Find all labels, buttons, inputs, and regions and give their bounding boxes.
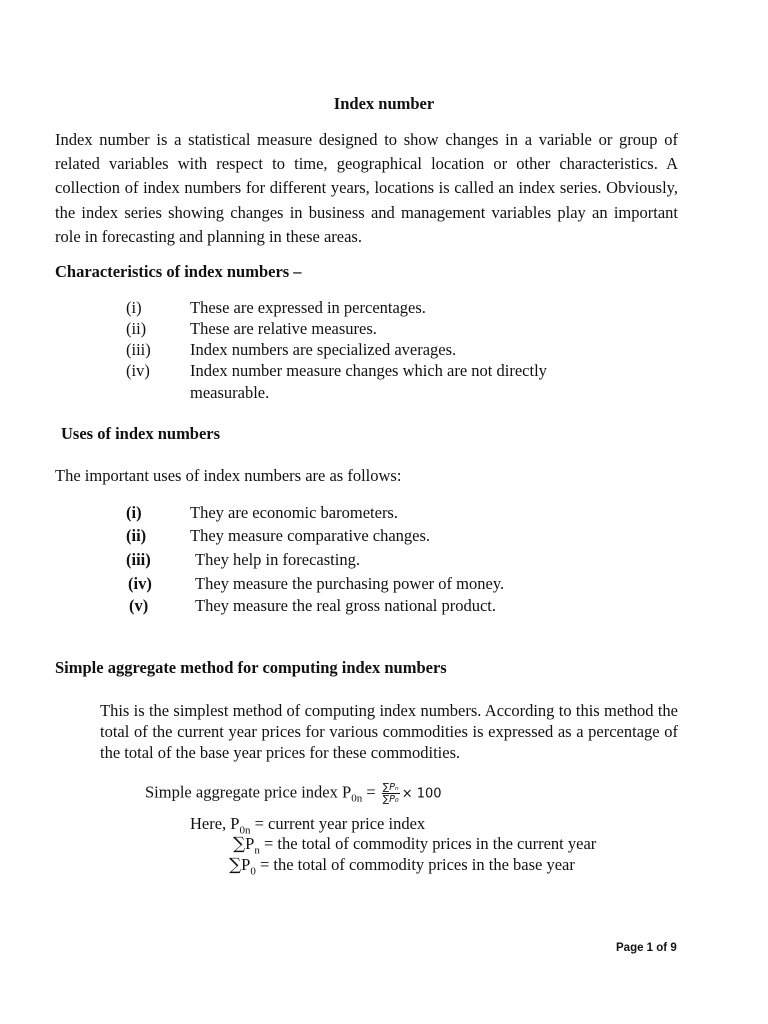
definition-sum-p0 <box>229 855 575 877</box>
list-item-text: These are relative measures. <box>190 319 377 338</box>
definition-subscript: 0n <box>239 824 251 837</box>
list-item-number: (iv) <box>128 574 152 593</box>
uses-list <box>126 503 686 618</box>
page-title: Index number <box>333 94 435 113</box>
simple-aggregate-heading: Simple aggregate method for computing index numbers <box>55 658 447 677</box>
definition-text: = the total of commodity prices in the base year <box>255 855 575 874</box>
sigma-symbol: ∑ <box>229 855 242 875</box>
formula-label-subscript: 0n <box>351 792 363 805</box>
definition-text: = current year price index <box>250 814 426 833</box>
simple-aggregate-formula <box>145 782 442 805</box>
uses-intro: The important uses of index numbers are as follows: <box>55 466 402 485</box>
characteristics-heading: Characteristics of index numbers – <box>55 262 302 281</box>
uses-heading: Uses of index numbers <box>61 424 221 443</box>
list-item-number: (ii) <box>126 526 147 545</box>
characteristics-list <box>126 298 686 408</box>
definition-subscript: n <box>254 844 260 857</box>
formula-label: Simple aggregate price index P <box>145 782 352 802</box>
list-item-text: They measure the purchasing power of money. <box>195 574 505 593</box>
list-item-text: Index number measure changes which are not directly <box>190 361 547 380</box>
list-item-number: (v) <box>129 596 149 615</box>
formula-equals: = <box>362 782 380 802</box>
definition-variable: P <box>241 855 251 874</box>
definition-prefix: Here, P <box>190 814 240 833</box>
formula-denominator: ∑P₀ <box>382 794 399 805</box>
formula-multiplier: × 100 <box>401 786 442 802</box>
definition-p0n <box>190 814 425 836</box>
list-item-number: (iii) <box>126 550 151 569</box>
definition-sum-pn <box>233 834 596 856</box>
list-item-text: They measure the real gross national product. <box>195 596 497 615</box>
list-item-text: These are expressed in percentages. <box>190 298 426 317</box>
formula-fraction <box>382 782 400 805</box>
list-item-number: (ii) <box>126 319 147 338</box>
list-item-number: (iv) <box>126 361 150 380</box>
list-item-text: Index numbers are specialized averages. <box>190 340 457 359</box>
list-item-text: measurable. <box>190 383 270 402</box>
formula-numerator: ∑Pₙ <box>382 782 399 793</box>
list-item-text: They help in forecasting. <box>195 550 360 569</box>
intro-paragraph: Index number is a statistical measure designed to show changes in a variable or group of related variables with respect to time, geographical location or other characteristics. A collection of index numbers for different years, locations is called an index series. Obviously, the index series showing changes in business and management variables play an important role in forecasting and planning in these areas. <box>55 130 678 246</box>
list-item-number: (iii) <box>126 340 151 359</box>
page-number: Page 1 of 9 <box>616 942 677 954</box>
list-item-text: They are economic barometers. <box>190 503 398 522</box>
list-item-text: They measure comparative changes. <box>190 526 431 545</box>
sigma-symbol: ∑ <box>233 834 246 854</box>
definition-subscript: 0 <box>250 865 256 878</box>
simple-aggregate-paragraph: This is the simplest method of computing index numbers. According to this method the total of the current year prices for various commodities is expressed as a percentage of the total of the base year prices for these commodities. <box>100 701 678 762</box>
definition-text: = the total of commodity prices in the current year <box>259 834 597 853</box>
list-item-number: (i) <box>126 503 142 522</box>
list-item-number: (i) <box>126 298 142 317</box>
definition-variable: P <box>245 834 255 853</box>
